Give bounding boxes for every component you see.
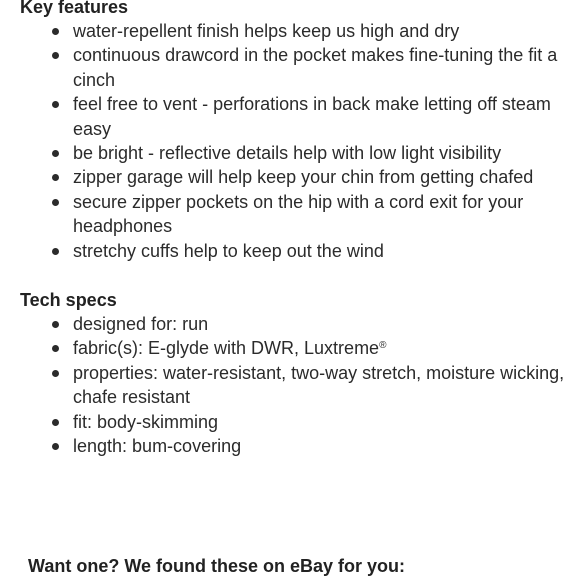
list-item: water-repellent finish helps keep us high and dry bbox=[0, 19, 580, 43]
key-features-heading: Key features bbox=[20, 0, 129, 17]
list-item: stretchy cuffs help to keep out the wind bbox=[0, 239, 580, 263]
list-item: designed for: run bbox=[0, 312, 580, 336]
list-item bbox=[0, 336, 580, 360]
registered-trademark-mark: ® bbox=[379, 340, 387, 352]
list-item: properties: water-resistant, two-way stretch, moisture wicking, chafe resistant bbox=[0, 361, 580, 410]
tech-specs-list bbox=[0, 312, 580, 458]
list-item: fit: body-skimming bbox=[0, 410, 580, 434]
list-item: continuous drawcord in the pocket makes fine-tuning the fit a cinch bbox=[0, 43, 580, 92]
list-item: length: bum-covering bbox=[0, 434, 580, 458]
key-features-list bbox=[0, 19, 580, 263]
list-item: zipper garage will help keep your chin from getting chafed bbox=[0, 165, 580, 189]
tech-specs-heading: Tech specs bbox=[20, 290, 117, 310]
list-item: feel free to vent - perforations in back make letting off steam easy bbox=[0, 92, 580, 141]
list-item: secure zipper pockets on the hip with a cord exit for your headphones bbox=[0, 190, 580, 239]
fabric-text: fabric(s): E-glyde with DWR, Luxtreme bbox=[73, 338, 380, 359]
ebay-promo-heading: Want one? We found these on eBay for you: bbox=[28, 556, 406, 576]
list-item: be bright - reflective details help with low light visibility bbox=[0, 141, 580, 165]
